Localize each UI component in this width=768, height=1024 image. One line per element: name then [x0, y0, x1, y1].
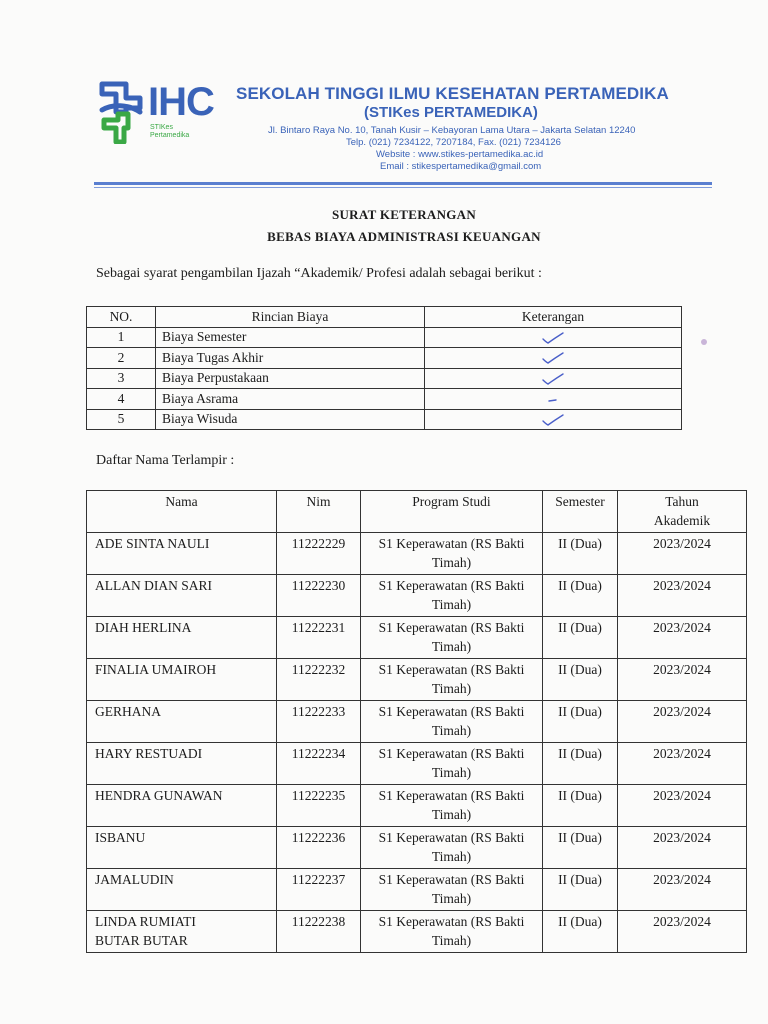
header-nim: Nim — [277, 491, 361, 533]
fee-row-item: Biaya Asrama — [156, 389, 425, 410]
checkmark-icon — [540, 350, 566, 366]
student-nim-line-1: 11222233 — [291, 704, 346, 719]
student-program — [361, 659, 543, 701]
student-nim — [277, 659, 361, 701]
fee-row-no: 3 — [87, 368, 156, 389]
student-nim-line-1: 11222236 — [291, 830, 346, 845]
student-nim — [277, 785, 361, 827]
student-academic-year-line-1: 2023/2024 — [653, 830, 711, 845]
student-nim — [277, 575, 361, 617]
student-program — [361, 869, 543, 911]
header-semester: Semester — [543, 491, 618, 533]
student-semester — [543, 785, 618, 827]
student-program-line-2: Timah) — [431, 933, 472, 948]
student-semester — [543, 659, 618, 701]
student-name-line-1: HARY RESTUADI — [95, 746, 203, 761]
student-row — [87, 575, 747, 617]
list-caption: Daftar Nama Terlampir : — [96, 453, 235, 468]
student-program — [361, 575, 543, 617]
student-semester — [543, 701, 618, 743]
header-tahun-line-1: Tahun — [665, 494, 699, 509]
header-program: Program Studi — [361, 491, 543, 533]
student-nim — [277, 827, 361, 869]
student-name — [87, 659, 277, 701]
student-row — [87, 617, 747, 659]
student-nim — [277, 743, 361, 785]
student-semester-line-1: II (Dua) — [558, 746, 602, 761]
student-nim-line-1: 11222235 — [291, 788, 346, 803]
fee-row-no: 2 — [87, 348, 156, 369]
student-name — [87, 701, 277, 743]
student-name-line-1: JAMALUDIN — [95, 872, 174, 887]
fee-row-no: 5 — [87, 409, 156, 430]
student-name-line-1: HENDRA GUNAWAN — [95, 788, 223, 803]
fee-row — [87, 348, 682, 369]
fee-row-no: 4 — [87, 389, 156, 410]
student-academic-year-line-1: 2023/2024 — [653, 578, 711, 593]
fee-table-header — [87, 307, 682, 328]
fee-row-item: Biaya Semester — [156, 327, 425, 348]
student-academic-year — [618, 911, 747, 953]
student-name-line-2: BUTAR BUTAR — [95, 933, 188, 948]
student-academic-year — [618, 659, 747, 701]
institution-email: Email : stikespertamedika@gmail.com — [380, 161, 542, 172]
student-name-line-1: DIAH HERLINA — [95, 620, 192, 635]
student-name-line-1: LINDA RUMIATI — [95, 914, 196, 929]
student-program-line-2: Timah) — [431, 849, 472, 864]
student-name-line-1: GERHANA — [95, 704, 161, 719]
student-nim — [277, 617, 361, 659]
student-semester — [543, 617, 618, 659]
fee-row-no: 1 — [87, 327, 156, 348]
fee-row-item: Biaya Tugas Akhir — [156, 348, 425, 369]
institution-address: Jl. Bintaro Raya No. 10, Tanah Kusir – Kebayoran Lama Utara – Jakarta Selatan 12240 — [268, 125, 636, 136]
student-program-line-1: S1 Keperawatan (RS Bakti — [378, 704, 525, 719]
student-academic-year — [618, 575, 747, 617]
student-semester-line-1: II (Dua) — [558, 578, 602, 593]
student-program-line-2: Timah) — [431, 807, 472, 822]
student-nim — [277, 911, 361, 953]
fee-row-remark — [425, 389, 682, 410]
fee-row — [87, 327, 682, 348]
student-academic-year-line-1: 2023/2024 — [653, 620, 711, 635]
student-program — [361, 533, 543, 575]
student-program-line-2: Timah) — [431, 681, 472, 696]
student-name — [87, 785, 277, 827]
student-academic-year — [618, 785, 747, 827]
student-nim-line-1: 11222238 — [291, 914, 346, 929]
student-semester-line-1: II (Dua) — [558, 788, 602, 803]
student-semester-line-1: II (Dua) — [558, 872, 602, 887]
student-program-line-1: S1 Keperawatan (RS Bakti — [378, 872, 525, 887]
intro-text: Sebagai syarat pengambilan Ijazah “Akademik/ Profesi adalah sebagai berikut : — [96, 266, 542, 281]
student-name — [87, 827, 277, 869]
student-academic-year-line-1: 2023/2024 — [653, 704, 711, 719]
cross-logo-icon — [96, 80, 148, 144]
fee-row-item: Biaya Perpustakaan — [156, 368, 425, 389]
header-tahun — [618, 491, 747, 533]
student-program-line-1: S1 Keperawatan (RS Bakti — [378, 620, 525, 635]
fee-row-remark — [425, 409, 682, 430]
student-name — [87, 533, 277, 575]
letterhead-divider — [94, 182, 712, 185]
institution-abbreviation: (STIKes PERTAMEDIKA) — [364, 104, 538, 121]
student-academic-year — [618, 827, 747, 869]
student-nim-line-1: 11222232 — [291, 662, 346, 677]
student-academic-year — [618, 869, 747, 911]
student-nim-line-1: 11222231 — [291, 620, 346, 635]
student-row — [87, 911, 747, 953]
student-program-line-2: Timah) — [431, 765, 472, 780]
student-semester-line-1: II (Dua) — [558, 620, 602, 635]
student-nim — [277, 701, 361, 743]
student-name-line-1: ISBANU — [95, 830, 146, 845]
student-academic-year-line-1: 2023/2024 — [653, 746, 711, 761]
student-semester-line-1: II (Dua) — [558, 536, 602, 551]
student-name — [87, 869, 277, 911]
student-program-line-1: S1 Keperawatan (RS Bakti — [378, 662, 525, 677]
fee-row — [87, 409, 682, 430]
fee-row — [87, 389, 682, 410]
student-nim-line-1: 11222229 — [291, 536, 346, 551]
student-program — [361, 617, 543, 659]
student-table-header — [87, 491, 747, 533]
student-program — [361, 743, 543, 785]
student-nim-line-1: 11222230 — [291, 578, 346, 593]
header-tahun-line-2: Akademik — [653, 513, 711, 528]
student-program — [361, 701, 543, 743]
checkmark-icon — [540, 371, 566, 387]
student-name — [87, 911, 277, 953]
student-nim — [277, 869, 361, 911]
student-row — [87, 827, 747, 869]
student-row — [87, 659, 747, 701]
student-nim-line-1: 11222237 — [291, 872, 346, 887]
logo-text: IHC — [148, 80, 214, 124]
student-semester-line-1: II (Dua) — [558, 830, 602, 845]
student-academic-year — [618, 743, 747, 785]
student-nim-line-1: 11222234 — [291, 746, 346, 761]
student-semester — [543, 575, 618, 617]
student-program-line-1: S1 Keperawatan (RS Bakti — [378, 746, 525, 761]
student-semester — [543, 533, 618, 575]
document-title: SURAT KETERANGAN — [331, 207, 477, 222]
student-row — [87, 743, 747, 785]
student-program-line-2: Timah) — [431, 891, 472, 906]
student-program-line-2: Timah) — [431, 597, 472, 612]
student-academic-year-line-1: 2023/2024 — [653, 662, 711, 677]
student-academic-year-line-1: 2023/2024 — [653, 536, 711, 551]
institution-logo — [96, 80, 216, 150]
institution-name: SEKOLAH TINGGI ILMU KESEHATAN PERTAMEDIKA — [236, 84, 669, 103]
student-program-line-1: S1 Keperawatan (RS Bakti — [378, 788, 525, 803]
student-academic-year-line-1: 2023/2024 — [653, 872, 711, 887]
logo-subtext — [150, 124, 189, 140]
student-program-line-1: S1 Keperawatan (RS Bakti — [378, 914, 525, 929]
student-semester — [543, 827, 618, 869]
student-academic-year — [618, 617, 747, 659]
student-program-line-2: Timah) — [431, 555, 472, 570]
student-name-line-1: FINALIA UMAIROH — [95, 662, 217, 677]
fee-header-remark: Keterangan — [425, 307, 682, 328]
student-name-line-1: ADE SINTA NAULI — [95, 536, 210, 551]
fee-table — [86, 306, 682, 430]
logo-subtext-line-1: STIKes — [150, 124, 173, 131]
student-program — [361, 911, 543, 953]
student-program-line-2: Timah) — [431, 723, 472, 738]
institution-phone: Telp. (021) 7234122, 7207184, Fax. (021) 7234126 — [346, 137, 561, 148]
student-academic-year — [618, 533, 747, 575]
student-semester — [543, 911, 618, 953]
dash-mark-icon — [540, 391, 566, 407]
student-academic-year-line-1: 2023/2024 — [653, 788, 711, 803]
student-program-line-1: S1 Keperawatan (RS Bakti — [378, 830, 525, 845]
student-semester — [543, 869, 618, 911]
fee-row-remark — [425, 327, 682, 348]
student-semester-line-1: II (Dua) — [558, 914, 602, 929]
student-program — [361, 827, 543, 869]
student-row — [87, 869, 747, 911]
student-semester — [543, 743, 618, 785]
student-program-line-1: S1 Keperawatan (RS Bakti — [378, 578, 525, 593]
student-nim — [277, 533, 361, 575]
letterhead-divider-thin — [94, 187, 712, 188]
student-row — [87, 701, 747, 743]
student-semester-line-1: II (Dua) — [558, 662, 602, 677]
student-academic-year-line-1: 2023/2024 — [653, 914, 711, 929]
student-name — [87, 617, 277, 659]
fee-row-remark — [425, 348, 682, 369]
fee-row-item: Biaya Wisuda — [156, 409, 425, 430]
fee-header-no: NO. — [87, 307, 156, 328]
checkmark-icon — [540, 330, 566, 346]
student-table — [86, 490, 747, 953]
student-program-line-1: S1 Keperawatan (RS Bakti — [378, 536, 525, 551]
student-program — [361, 785, 543, 827]
student-row — [87, 785, 747, 827]
document-subtitle: BEBAS BIAYA ADMINISTRASI KEUANGAN — [267, 229, 541, 244]
checkmark-icon — [540, 412, 566, 428]
student-name — [87, 743, 277, 785]
fee-row — [87, 368, 682, 389]
logo-subtext-line-2: Pertamedika — [150, 132, 190, 139]
institution-website: Website : www.stikes-pertamedika.ac.id — [376, 149, 544, 160]
student-academic-year — [618, 701, 747, 743]
student-name — [87, 575, 277, 617]
header-nama: Nama — [87, 491, 277, 533]
fee-row-remark — [425, 368, 682, 389]
student-program-line-2: Timah) — [431, 639, 472, 654]
student-semester-line-1: II (Dua) — [558, 704, 602, 719]
ink-mark — [701, 339, 707, 345]
student-name-line-1: ALLAN DIAN SARI — [95, 578, 212, 593]
student-row — [87, 533, 747, 575]
fee-header-item: Rincian Biaya — [156, 307, 425, 328]
